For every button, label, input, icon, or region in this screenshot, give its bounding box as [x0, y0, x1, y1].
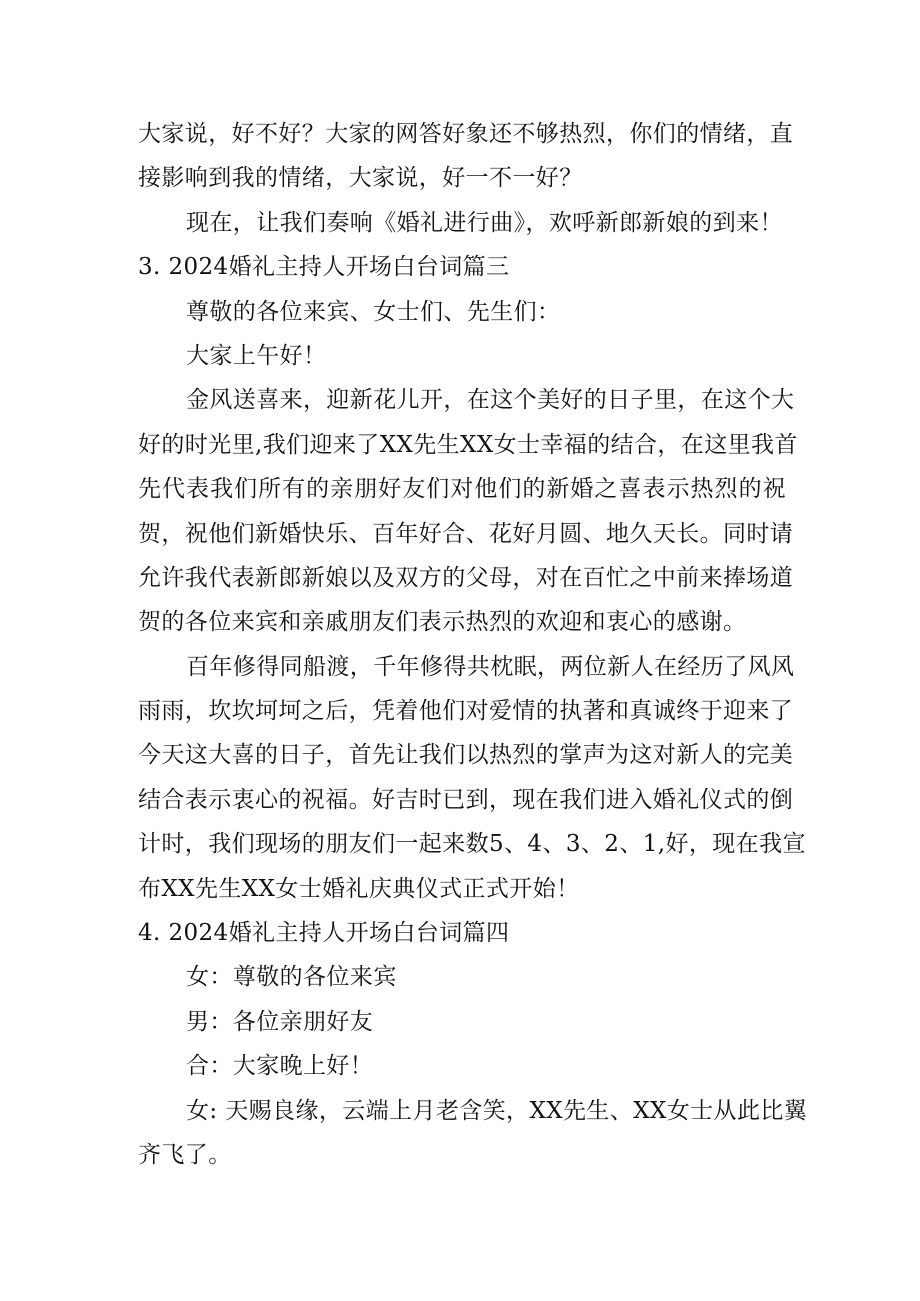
text-line: 计时，我们现场的朋友们一起来数5、4、3、2、1,好，现在我宣: [138, 831, 806, 858]
text-line: 百年修得同船渡，千年修得共枕眠，两位新人在经历了风风: [186, 653, 795, 680]
text-line: 女：尊敬的各位来宾: [186, 964, 397, 991]
text-line: 大家说，好不好？大家的网答好象还不够热烈，你们的情绪，直: [138, 121, 794, 147]
text-line: 贺的各位来宾和亲戚朋友们表示热烈的欢迎和衷心的感谢。: [138, 609, 747, 636]
text-line: 接影响到我的情绪，大家说，好一不一好？: [138, 165, 583, 192]
text-line: 雨雨，坎坎坷坷之后，凭着他们对爱情的执著和真诚终于迎来了: [138, 698, 794, 725]
text-line: 尊敬的各位来宾、女士们、先生们：: [186, 298, 561, 325]
section-heading: 3. 2024婚礼主持人开场白台词篇三: [138, 254, 510, 281]
text-line: 金风送喜来，迎新花儿开，在这个美好的日子里，在这个大: [186, 387, 795, 414]
text-line: 男：各位亲朋好友: [186, 1008, 374, 1035]
text-line: 齐飞了。: [138, 1141, 232, 1168]
section-heading: 4. 2024婚礼主持人开场白台词篇四: [138, 920, 510, 947]
text-line: 大家上午好！: [186, 342, 327, 369]
text-line: 合：大家晚上好！: [186, 1053, 374, 1080]
text-line: 女: 天赐良缘，云端上月老含笑，XX先生、XX女士从此比翼: [186, 1097, 808, 1124]
text-line: 今天这大喜的日子，首先让我们以热烈的掌声为这对新人的完美: [138, 742, 794, 769]
text-line: 好的时光里,我们迎来了XX先生XX女士幸福的结合，在这里我首: [138, 431, 798, 458]
text-line: 贺，祝他们新婚快乐、百年好合、花好月圆、地久天长。同时请: [138, 520, 794, 547]
text-line: 先代表我们所有的亲朋好友们对他们的新婚之喜表示热烈的祝: [138, 476, 786, 503]
document-body: [138, 112, 808, 1177]
text-line: 现在，让我们奏响《婚礼进行曲》，欢呼新郎新娘的到来！: [186, 209, 783, 236]
text-line: 布XX先生XX女士婚礼庆典仪式正式开始！: [138, 875, 580, 902]
text-line: 允许我代表新郎新娘以及双方的父母，对在百忙之中前来捧场道: [138, 564, 794, 591]
text-line: 结合表示衷心的祝福。好吉时已到，现在我们进入婚礼仪式的倒: [138, 786, 794, 813]
